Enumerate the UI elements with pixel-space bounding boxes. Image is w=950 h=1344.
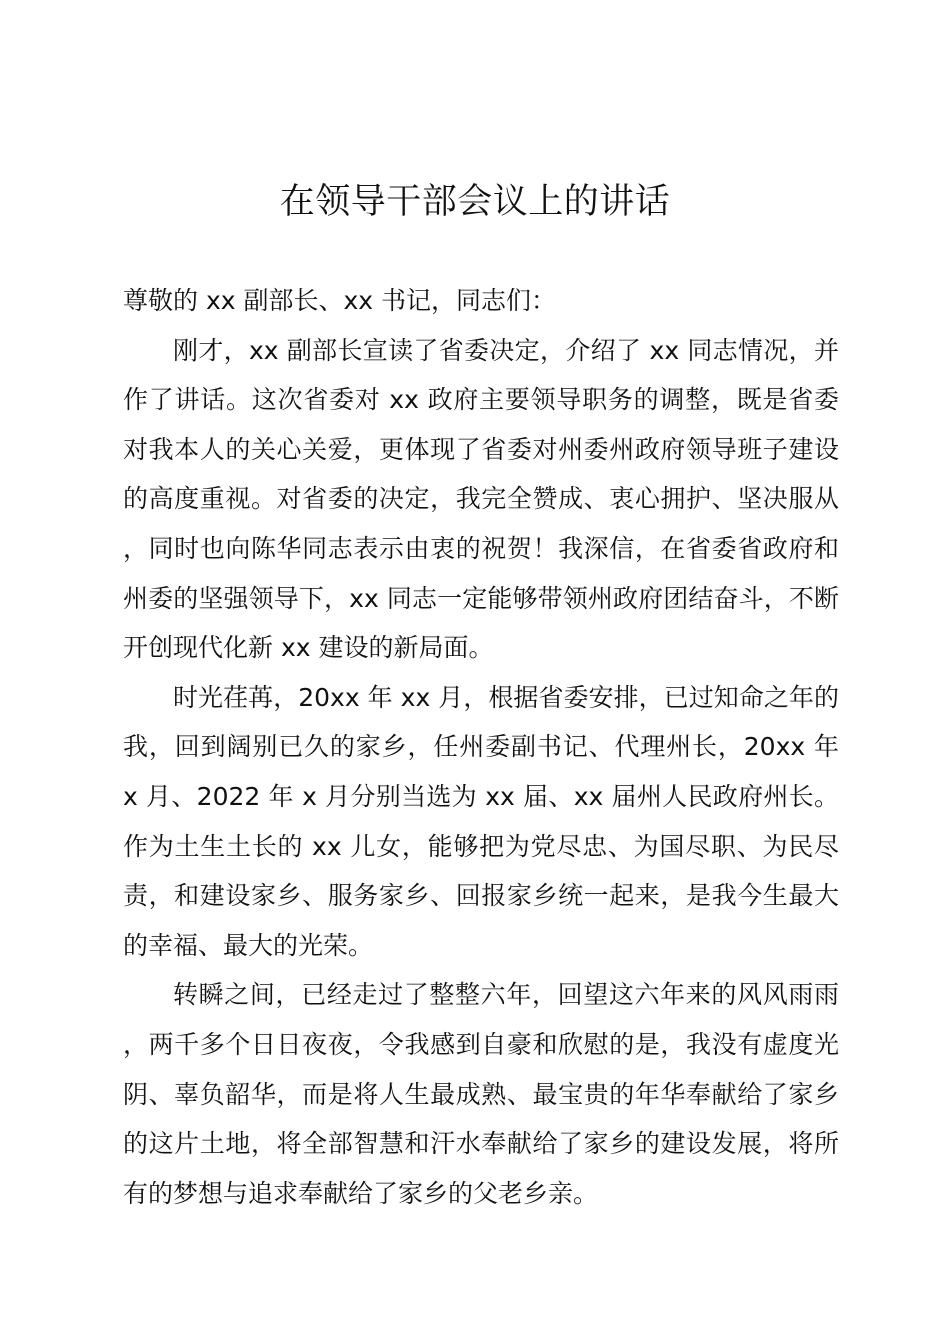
salutation: 尊敬的 xx 副部长、xx 书记，同志们： [123, 286, 557, 315]
paragraph-2: 时光荏苒，20xx 年 xx 月，根据省委安排，已过知命之年的我，回到阔别已久的家乡，任州委副书记、代理州长，20xx 年 x 月、2022 年 x 月分别当选为 xx 届、xx 届州人民政府州长。作为土生土长的 xx 儿女，能够把为党尽忠、为国尽职、为民尽责，和建设家乡、服务家乡、回报家乡统一起来，是我今生最大的幸福、最大的光荣。 [123, 682, 839, 960]
document-title: 在领导干部会议上的讲话 [279, 182, 671, 222]
document-body [123, 276, 839, 1218]
paragraph-1: 刚才，xx 副部长宣读了省委决定，介绍了 xx 同志情况，并作了讲话。这次省委对 xx 政府主要领导职务的调整，既是省委对我本人的关心关爱，更体现了省委对州委州政府领导班子建设的高度重视。对省委的决定，我完全赞成、衷心拥护、坚决服从，同时也向陈华同志表示由衷的祝贺！我深信，在省委省政府和州委的坚强领导下，xx 同志一定能够带领州政府团结奋斗，不断开创现代化新 xx 建设的新局面。 [123, 335, 839, 663]
paragraph-3: 转瞬之间，已经走过了整整六年，回望这六年来的风风雨雨，两千多个日日夜夜，令我感到自豪和欣慰的是，我没有虚度光阴、辜负韶华，而是将人生最成熟、最宝贵的年华奉献给了家乡的这片土地，将全部智慧和汗水奉献给了家乡的建设发展，将所有的梦想与追求奉献给了家乡的父老乡亲。 [123, 980, 839, 1208]
